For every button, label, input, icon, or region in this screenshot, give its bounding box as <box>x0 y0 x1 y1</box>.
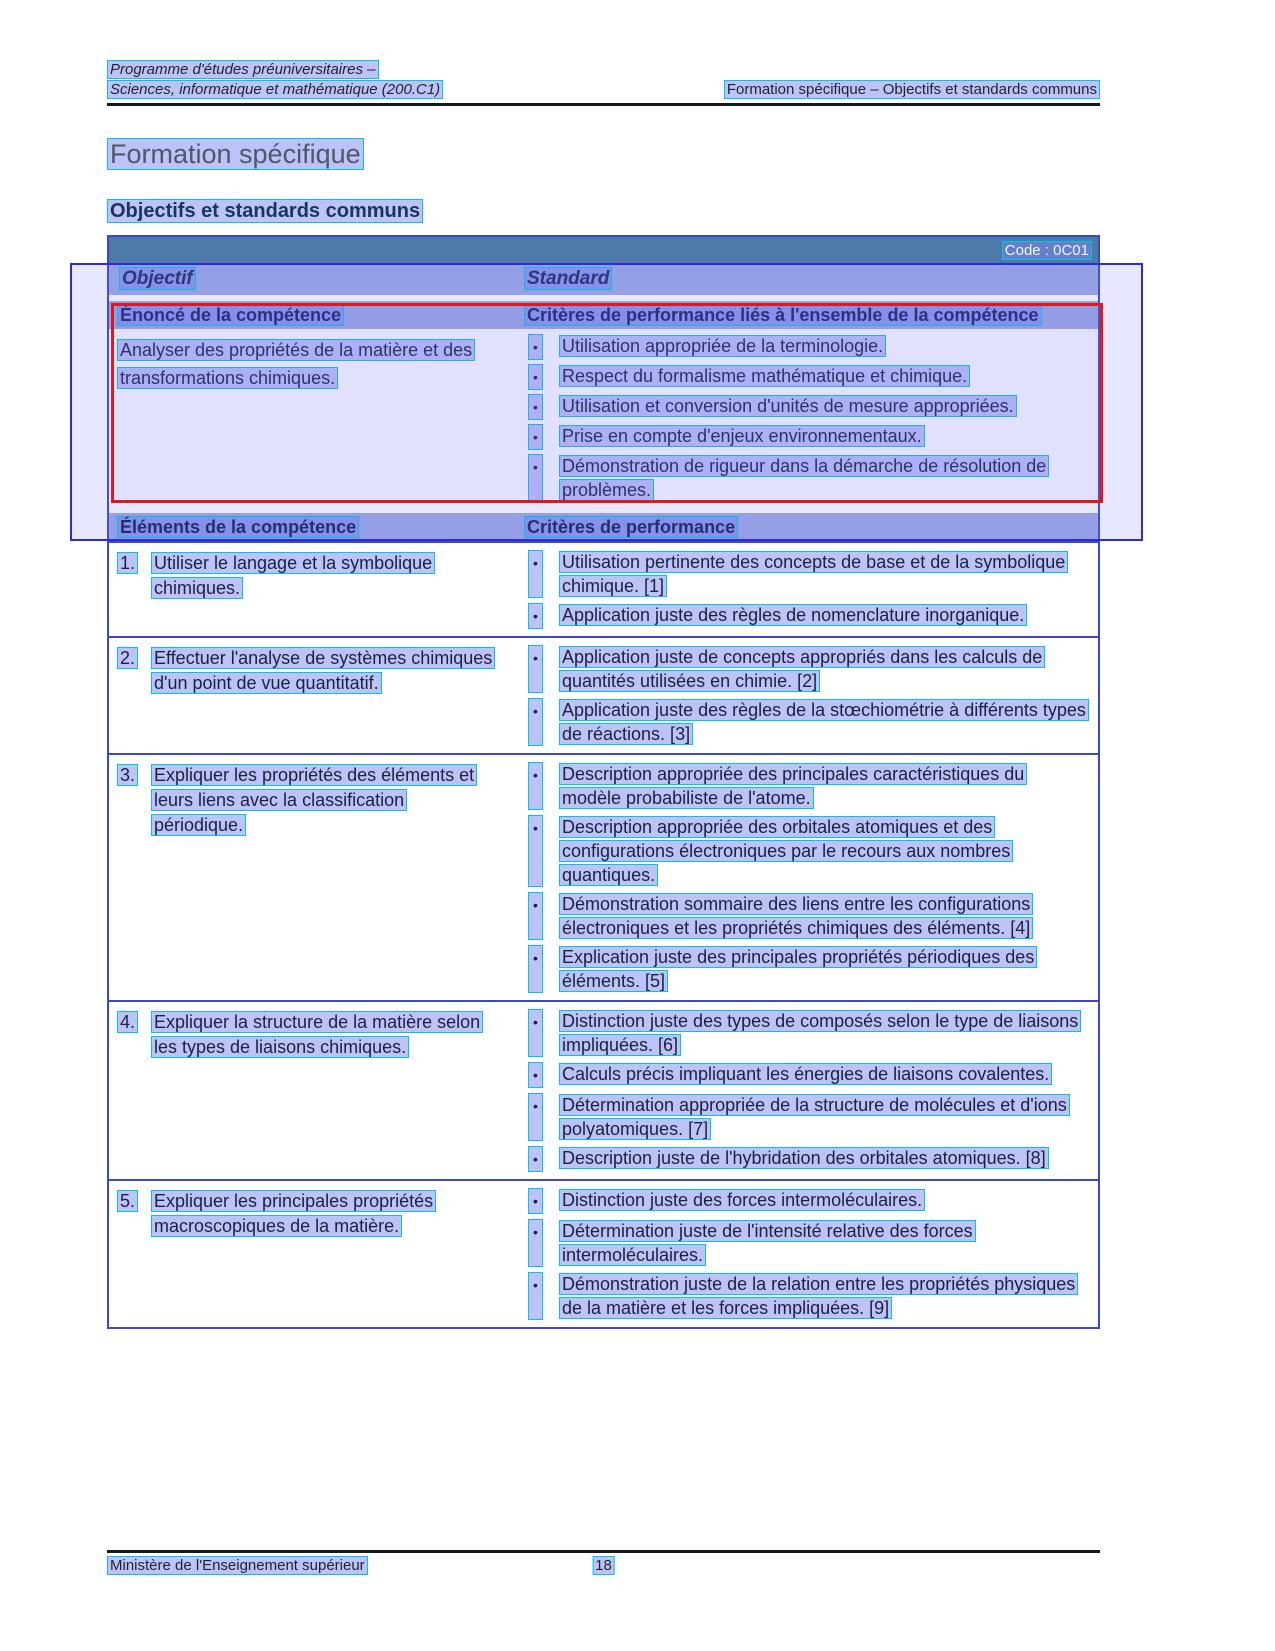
bullet-icon: • <box>528 945 543 993</box>
criterion-text: Description appropriée des principales caractéristiques du modèle probabiliste de l'atome. <box>559 763 1027 809</box>
bullet-icon: • <box>528 454 543 502</box>
criterion-text: Description appropriée des orbitales atomiques et des configurations électroniques par le recours aux nombres quantiques. <box>559 816 1013 886</box>
element-cell <box>109 1188 520 1320</box>
criterion-text: Utilisation et conversion d'unités de mesure appropriées. <box>559 395 1017 417</box>
row-number <box>117 551 151 629</box>
bullet-icon: • <box>528 645 543 693</box>
section-subtitle <box>107 200 1100 223</box>
bullet-icon: • <box>528 550 543 598</box>
criterion-item <box>520 334 1098 360</box>
criterion-text: Description juste de l'hybridation des orbitales atomiques. [8] <box>559 1147 1049 1169</box>
criterion-text: Détermination appropriée de la structure de molécules et d'ions polyatomiques. [7] <box>559 1094 1070 1140</box>
criterion-text: Calculs précis impliquant les énergies de liaisons covalentes. <box>559 1063 1052 1085</box>
bullet-icon: • <box>528 815 543 887</box>
criterion-item <box>520 1272 1098 1320</box>
table-header-row <box>109 263 1098 295</box>
header-section-label: Formation spécifique – Objectifs et standards communs <box>724 80 1100 99</box>
bullet-icon: • <box>528 1146 543 1172</box>
competence-row <box>109 1179 1098 1327</box>
element-cell <box>109 762 520 993</box>
criteres-header-cell <box>520 517 1098 538</box>
criterion-item <box>520 1219 1098 1267</box>
row-number-text: 2. <box>117 647 138 669</box>
criterion-text: Explication juste des principales propriétés périodiques des éléments. [5] <box>559 946 1037 992</box>
bullet-icon: • <box>528 1272 543 1320</box>
header-program-line1: Programme d'études préuniversitaires – <box>107 60 379 79</box>
page-title-text: Formation spécifique <box>107 138 364 170</box>
enonce-header-row <box>109 301 1098 329</box>
criterion-item <box>520 364 1098 390</box>
criterion-item <box>520 1093 1098 1141</box>
code-bar <box>109 237 1098 263</box>
criterion-item <box>520 424 1098 450</box>
criteria-cell <box>520 1188 1098 1320</box>
element-text: Effectuer l'analyse de systèmes chimiques d'un point de vue quantitatif. <box>151 647 495 694</box>
criterion-text: Prise en compte d'enjeux environnementaux. <box>559 425 925 447</box>
criteria-cell <box>520 1009 1098 1172</box>
criterion-text: Respect du formalisme mathématique et chimique. <box>559 365 970 387</box>
section-subtitle-text: Objectifs et standards communs <box>107 199 423 223</box>
criteria-cell <box>520 762 1098 993</box>
bullet-icon: • <box>528 892 543 940</box>
criterion-text: Détermination juste de l'intensité relative des forces intermoléculaires. <box>559 1220 976 1266</box>
criterion-item <box>520 1009 1098 1057</box>
competence-statement-cell <box>109 334 520 506</box>
bullet-icon: • <box>528 334 543 360</box>
row-number <box>117 763 151 993</box>
standard-header-cell <box>520 268 1098 290</box>
page-number: 18 <box>592 1556 615 1575</box>
criteres-ensemble-header-cell <box>520 305 1098 326</box>
criteria-cell <box>520 645 1098 746</box>
header-rule <box>107 103 1100 106</box>
ensemble-criteria-cell <box>520 334 1098 506</box>
row-number-text: 4. <box>117 1011 138 1033</box>
competence-row <box>109 1000 1098 1179</box>
criterion-item <box>520 698 1098 746</box>
criterion-item <box>520 603 1098 629</box>
code-label: Code : 0C01 <box>1002 241 1092 260</box>
col-header-standard: Standard <box>524 267 612 290</box>
criteres-header-label: Critères de performance <box>524 516 738 538</box>
header-program-line2: Sciences, informatique et mathématique (200.C1) <box>107 80 443 99</box>
element-cell <box>109 550 520 629</box>
element-text: Expliquer les propriétés des éléments et leurs liens avec la classification périodique. <box>151 764 477 836</box>
criteria-cell <box>520 550 1098 629</box>
criterion-item <box>520 1146 1098 1172</box>
criterion-text: Démonstration juste de la relation entre les propriétés physiques de la matière et les forces impliquées. [9] <box>559 1273 1078 1319</box>
row-number-text: 5. <box>117 1190 138 1212</box>
criterion-text: Application juste des règles de nomenclature inorganique. <box>559 604 1027 626</box>
bullet-icon: • <box>528 1062 543 1088</box>
objectif-header-cell <box>109 268 520 290</box>
criterion-item <box>520 815 1098 887</box>
element-text: Expliquer la structure de la matière selon les types de liaisons chimiques. <box>151 1011 483 1058</box>
bullet-icon: • <box>528 1188 543 1214</box>
row-number <box>117 1010 151 1172</box>
row-number-text: 3. <box>117 764 138 786</box>
criterion-item <box>520 1062 1098 1088</box>
element-text: Utiliser le langage et la symbolique chimiques. <box>151 552 435 599</box>
criterion-text: Utilisation pertinente des concepts de base et de la symbolique chimique. [1] <box>559 551 1068 597</box>
criterion-item <box>520 454 1098 502</box>
criteres-ensemble-header-label: Critères de performance liés à l'ensemble de la compétence <box>524 304 1042 326</box>
bullet-icon: • <box>528 424 543 450</box>
bullet-icon: • <box>528 394 543 420</box>
criterion-text: Utilisation appropriée de la terminologie. <box>559 335 886 357</box>
page-header <box>107 0 1100 100</box>
enonce-header-cell <box>109 305 520 326</box>
row-number <box>117 1189 151 1320</box>
elements-header-cell <box>109 517 520 538</box>
header-program <box>107 60 443 100</box>
criterion-text: Application juste de concepts appropriés dans les calculs de quantités utilisées en chimie. [2] <box>559 646 1045 692</box>
col-header-objectif: Objectif <box>119 267 196 290</box>
criterion-item <box>520 550 1098 598</box>
enonce-header-label: Énoncé de la compétence <box>117 304 344 326</box>
criterion-text: Démonstration sommaire des liens entre les configurations électroniques et les propriétés chimiques des éléments. [4] <box>559 893 1033 939</box>
element-text: Expliquer les principales propriétés macroscopiques de la matière. <box>151 1190 436 1237</box>
element-cell <box>109 645 520 746</box>
elements-header-row <box>109 513 1098 541</box>
elements-header-label: Éléments de la compétence <box>117 516 359 538</box>
criterion-item <box>520 394 1098 420</box>
page-footer <box>107 1550 1100 1574</box>
objectives-table <box>107 235 1100 1329</box>
bullet-icon: • <box>528 698 543 746</box>
page-title <box>107 139 1100 170</box>
bullet-icon: • <box>528 762 543 810</box>
criterion-item <box>520 645 1098 693</box>
element-cell <box>109 1009 520 1172</box>
row-number-text: 1. <box>117 552 138 574</box>
criterion-text: Distinction juste des types de composés selon le type de liaisons impliquées. [6] <box>559 1010 1081 1056</box>
footer-rule <box>107 1550 1100 1553</box>
competence-row <box>109 541 1098 636</box>
criterion-text: Distinction juste des forces intermoléculaires. <box>559 1189 925 1211</box>
competence-row <box>109 636 1098 753</box>
row-number <box>117 646 151 746</box>
bullet-icon: • <box>528 364 543 390</box>
bullet-icon: • <box>528 1009 543 1057</box>
bullet-icon: • <box>528 1219 543 1267</box>
enonce-body-row <box>109 329 1098 500</box>
competence-statement-text: Analyser des propriétés de la matière et des transformations chimiques. <box>117 339 475 389</box>
criterion-text: Démonstration de rigueur dans la démarche de résolution de problèmes. <box>559 455 1049 501</box>
criterion-item <box>520 892 1098 940</box>
bullet-icon: • <box>528 603 543 629</box>
criterion-item <box>520 1188 1098 1214</box>
criterion-item <box>520 762 1098 810</box>
competence-row <box>109 753 1098 1000</box>
criterion-item <box>520 945 1098 993</box>
bullet-icon: • <box>528 1093 543 1141</box>
header-section <box>724 80 1100 100</box>
criterion-text: Application juste des règles de la stœchiométrie à différents types de réactions. [3] <box>559 699 1089 745</box>
footer-ministry-label: Ministère de l'Enseignement supérieur <box>107 1556 368 1575</box>
